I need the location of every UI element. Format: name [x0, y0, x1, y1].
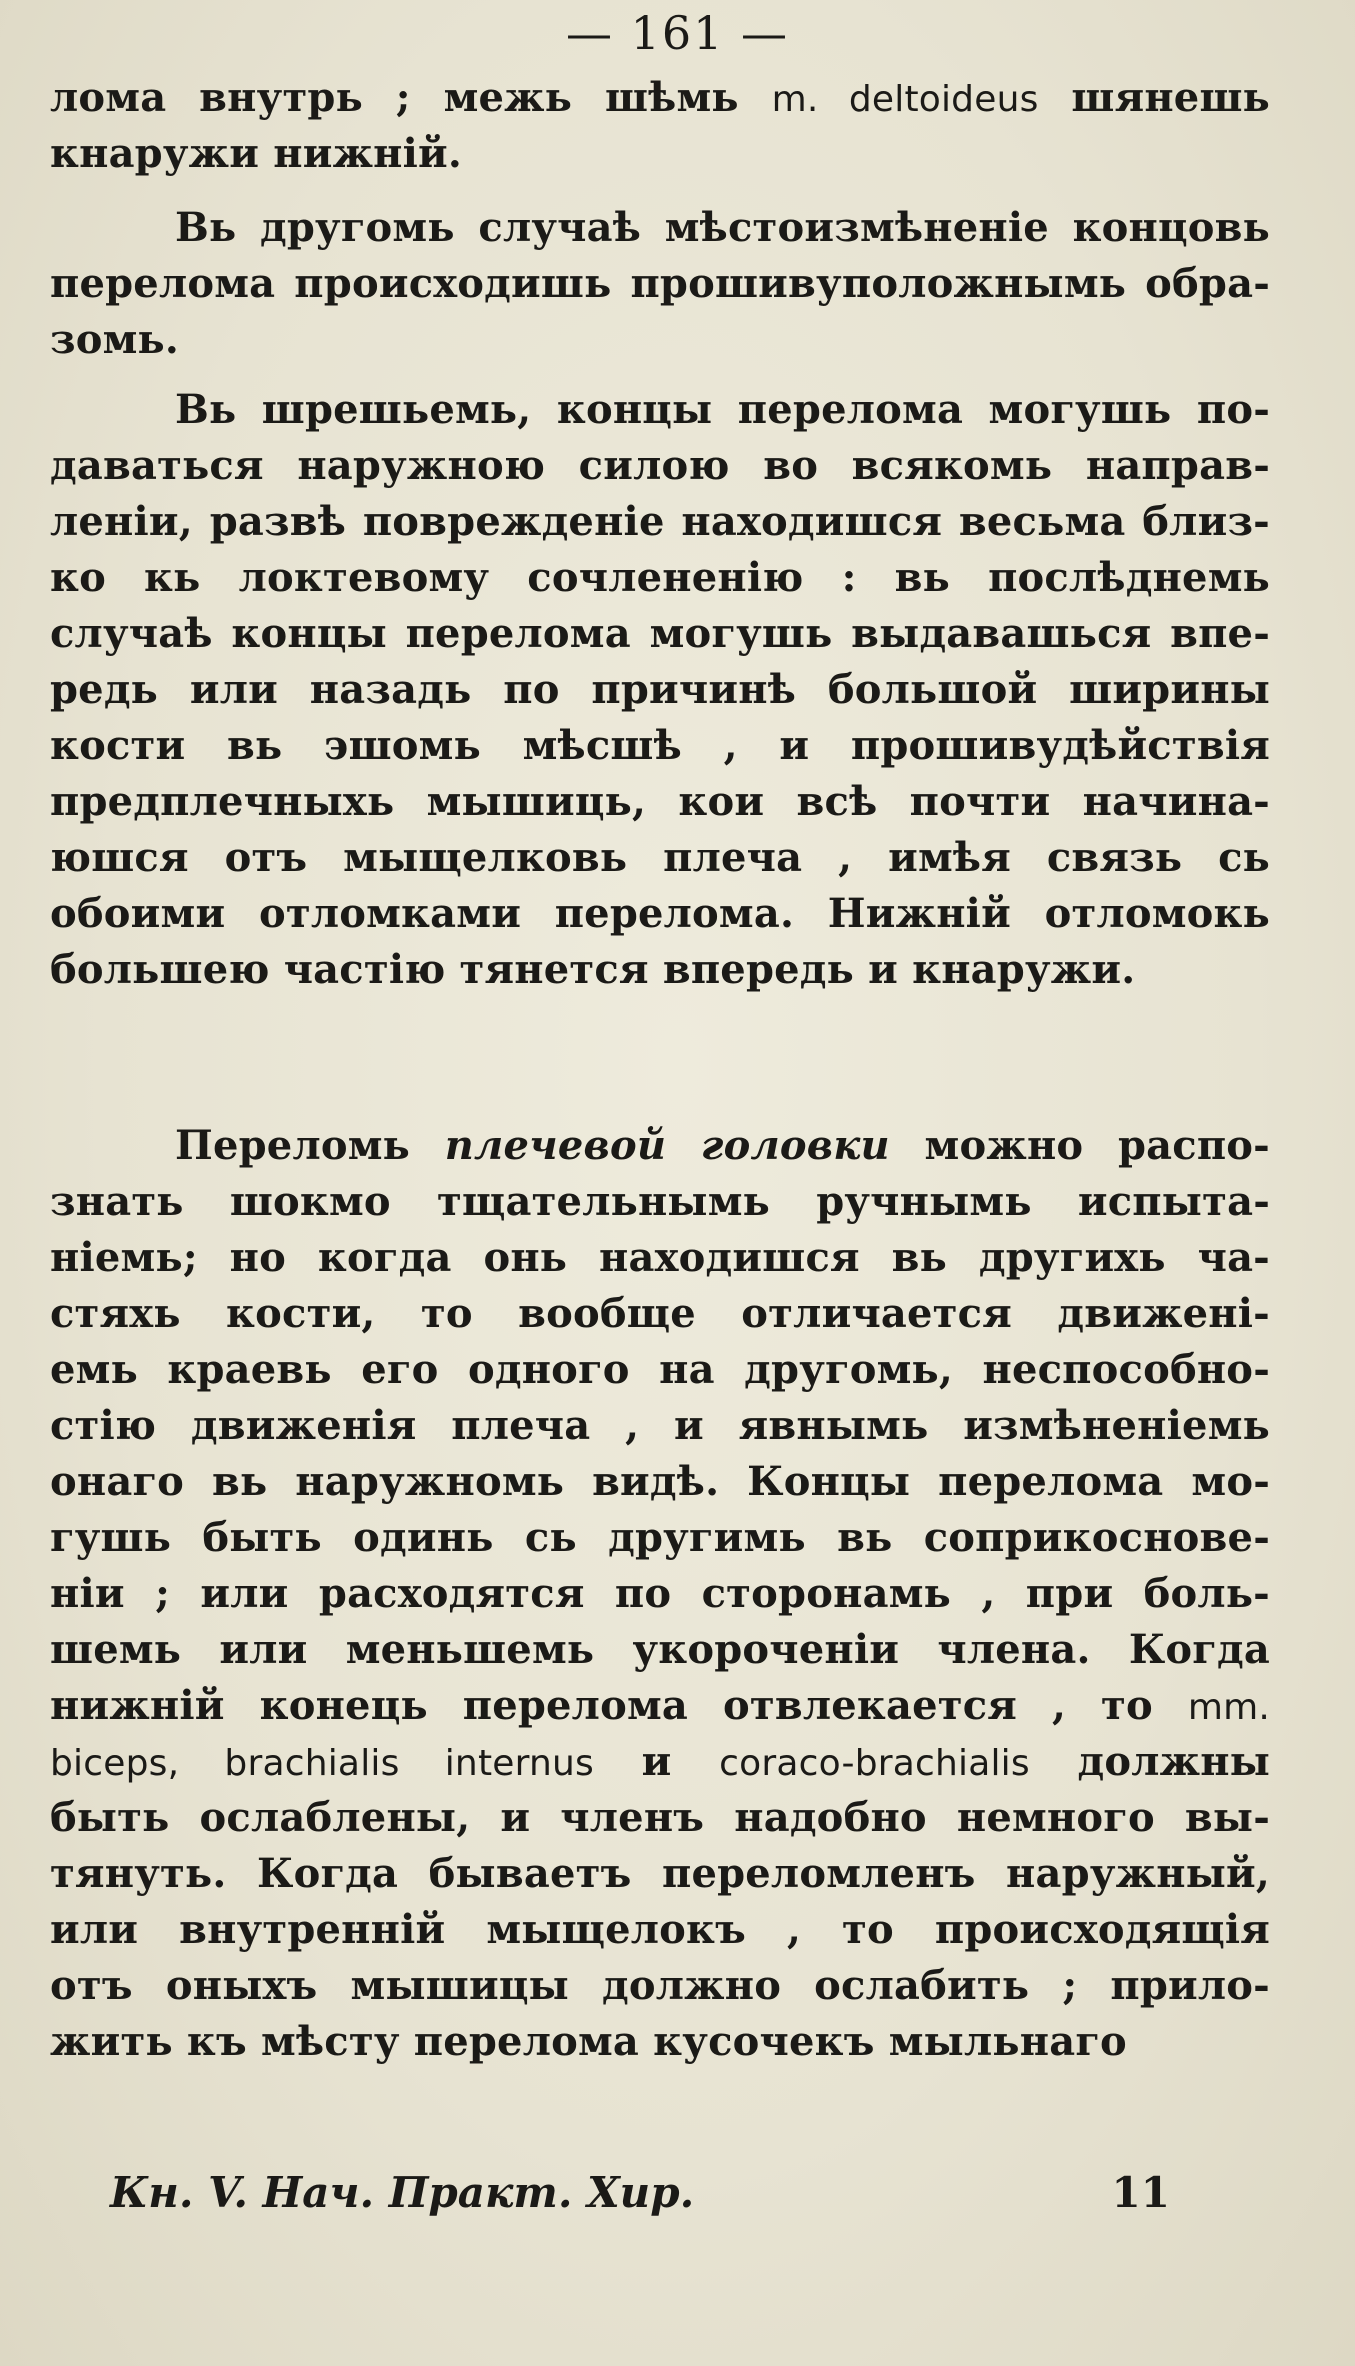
text-line	[50, 1846, 1270, 1902]
text-line	[50, 830, 1270, 886]
text-segment: зомь.	[50, 316, 180, 363]
text-segment: можно распо-	[889, 1122, 1270, 1169]
text-segment: Вь другомь случаѣ мѣстоизмѣненіе концовь	[175, 204, 1270, 251]
text-segment: должны	[1029, 1738, 1270, 1785]
text-line	[50, 550, 1270, 606]
text-segment: шемь или меньшемь укороченіи члена. Когда	[50, 1626, 1270, 1673]
text-line	[50, 1174, 1270, 1230]
text-line	[50, 1566, 1270, 1622]
text-line	[50, 494, 1270, 550]
text-segment: отъ оныхъ мышицы должно ослабить ; прило-	[50, 1962, 1270, 2009]
text-line	[50, 718, 1270, 774]
text-segment: кости вь эшомь мѣсшѣ , и прошивудѣйствія	[50, 722, 1270, 769]
text-line	[50, 1790, 1270, 1846]
text-segment: леніи, развѣ поврежденіе находишся весьма близ-	[50, 498, 1270, 545]
text-line	[50, 1622, 1270, 1678]
text-line	[50, 774, 1270, 830]
text-segment: и	[593, 1738, 720, 1785]
text-line	[50, 70, 1270, 126]
text-segment: даваться наружною силою во всякомь направ-	[50, 442, 1270, 489]
text-segment: обоими отломками перелома. Нижній отломокь	[50, 890, 1270, 937]
text-segment: или внутренній мыщелокъ , то происходящія	[50, 1906, 1270, 1953]
text-line	[50, 1454, 1270, 1510]
text-line	[50, 1958, 1270, 2014]
text-line	[50, 1286, 1270, 1342]
text-line	[50, 2014, 1270, 2070]
text-segment: случаѣ концы перелома могушь выдавашься впе-	[50, 610, 1270, 657]
paragraph-4	[50, 1118, 1270, 2070]
text-segment: знать шокмо тщательнымь ручнымь испыта-	[50, 1178, 1270, 1225]
text-segment: перелома происходишь прошивуположнымь обра-	[50, 260, 1270, 307]
footer-book-title: Кн. V. Нач. Практ. Хир.	[110, 2168, 695, 2217]
text-line	[50, 1734, 1270, 1790]
text-segment: юшся отъ мыщелковь плеча , имѣя связь сь	[50, 834, 1270, 881]
text-segment: тянуть. Когда бываетъ переломленъ наружный,	[50, 1850, 1270, 1897]
latin-term: m. deltoideus	[771, 79, 1039, 120]
text-segment: емь краевь его одного на другомь, неспособно-	[50, 1346, 1270, 1393]
text-segment: жить къ мѣсту перелома кусочекъ мыльнаго	[50, 2018, 1127, 2065]
page-number: — 161 —	[565, 6, 790, 60]
text-segment: ко кь локтевому сочлененію : вь послѣднемь	[50, 554, 1270, 601]
text-line	[50, 1342, 1270, 1398]
text-segment: нижній конець перелома отвлекается , то	[50, 1682, 1188, 1729]
text-segment: стію движенія плеча , и явнымь измѣненіемь	[50, 1402, 1270, 1449]
paragraph-2	[50, 200, 1270, 368]
text-line	[50, 1510, 1270, 1566]
text-line	[50, 200, 1270, 256]
text-segment: ніи ; или расходятся по сторонамь , при боль-	[50, 1570, 1270, 1617]
text-line	[50, 662, 1270, 718]
text-line	[50, 256, 1270, 312]
text-line	[50, 1678, 1270, 1734]
latin-term: mm.	[1187, 1687, 1270, 1728]
paragraph-3	[50, 382, 1270, 998]
paragraph-1	[50, 70, 1270, 182]
text-line	[50, 942, 1270, 998]
latin-term: coraco-brachialis	[719, 1743, 1030, 1784]
text-line	[50, 886, 1270, 942]
text-line	[50, 312, 1270, 368]
text-line	[50, 1398, 1270, 1454]
text-segment: предплечныхь мышиць, кои всѣ почти начина-	[50, 778, 1270, 825]
text-segment: онаго вь наружномь видѣ. Концы перелома мо-	[50, 1458, 1270, 1505]
text-segment: гушь быть одинь сь другимь вь соприкоснове-	[50, 1514, 1270, 1561]
text-segment: ніемь; но когда онь находишся вь другихь ча-	[50, 1234, 1270, 1281]
text-segment: Вь шрешьемь, концы перелома могушь по-	[175, 386, 1270, 433]
text-segment: быть ослаблены, и членъ надобно немного вы-	[50, 1794, 1270, 1841]
text-segment: кнаружи нижній.	[50, 130, 463, 177]
emphasized-term: плечевой головки	[444, 1122, 890, 1169]
text-line	[50, 1118, 1270, 1174]
footer-signature-mark: 11	[1111, 2168, 1170, 2217]
text-line	[50, 1230, 1270, 1286]
text-segment: большею частію тянется впередь и кнаружи.	[50, 946, 1136, 993]
text-segment: лома внутрь ; межь шѣмь	[50, 74, 772, 121]
text-line	[50, 126, 1270, 182]
latin-term: biceps, brachialis internus	[50, 1743, 594, 1784]
text-line	[50, 438, 1270, 494]
text-segment: шянешь	[1038, 74, 1270, 121]
text-segment: стяхь кости, то вообще отличается движені-	[50, 1290, 1270, 1337]
text-segment: Переломь	[175, 1122, 445, 1169]
text-line	[50, 606, 1270, 662]
text-line	[50, 382, 1270, 438]
page-footer	[110, 2168, 1170, 2217]
text-line	[50, 1902, 1270, 1958]
text-segment: редь или назадь по причинѣ большой ширины	[50, 666, 1270, 713]
